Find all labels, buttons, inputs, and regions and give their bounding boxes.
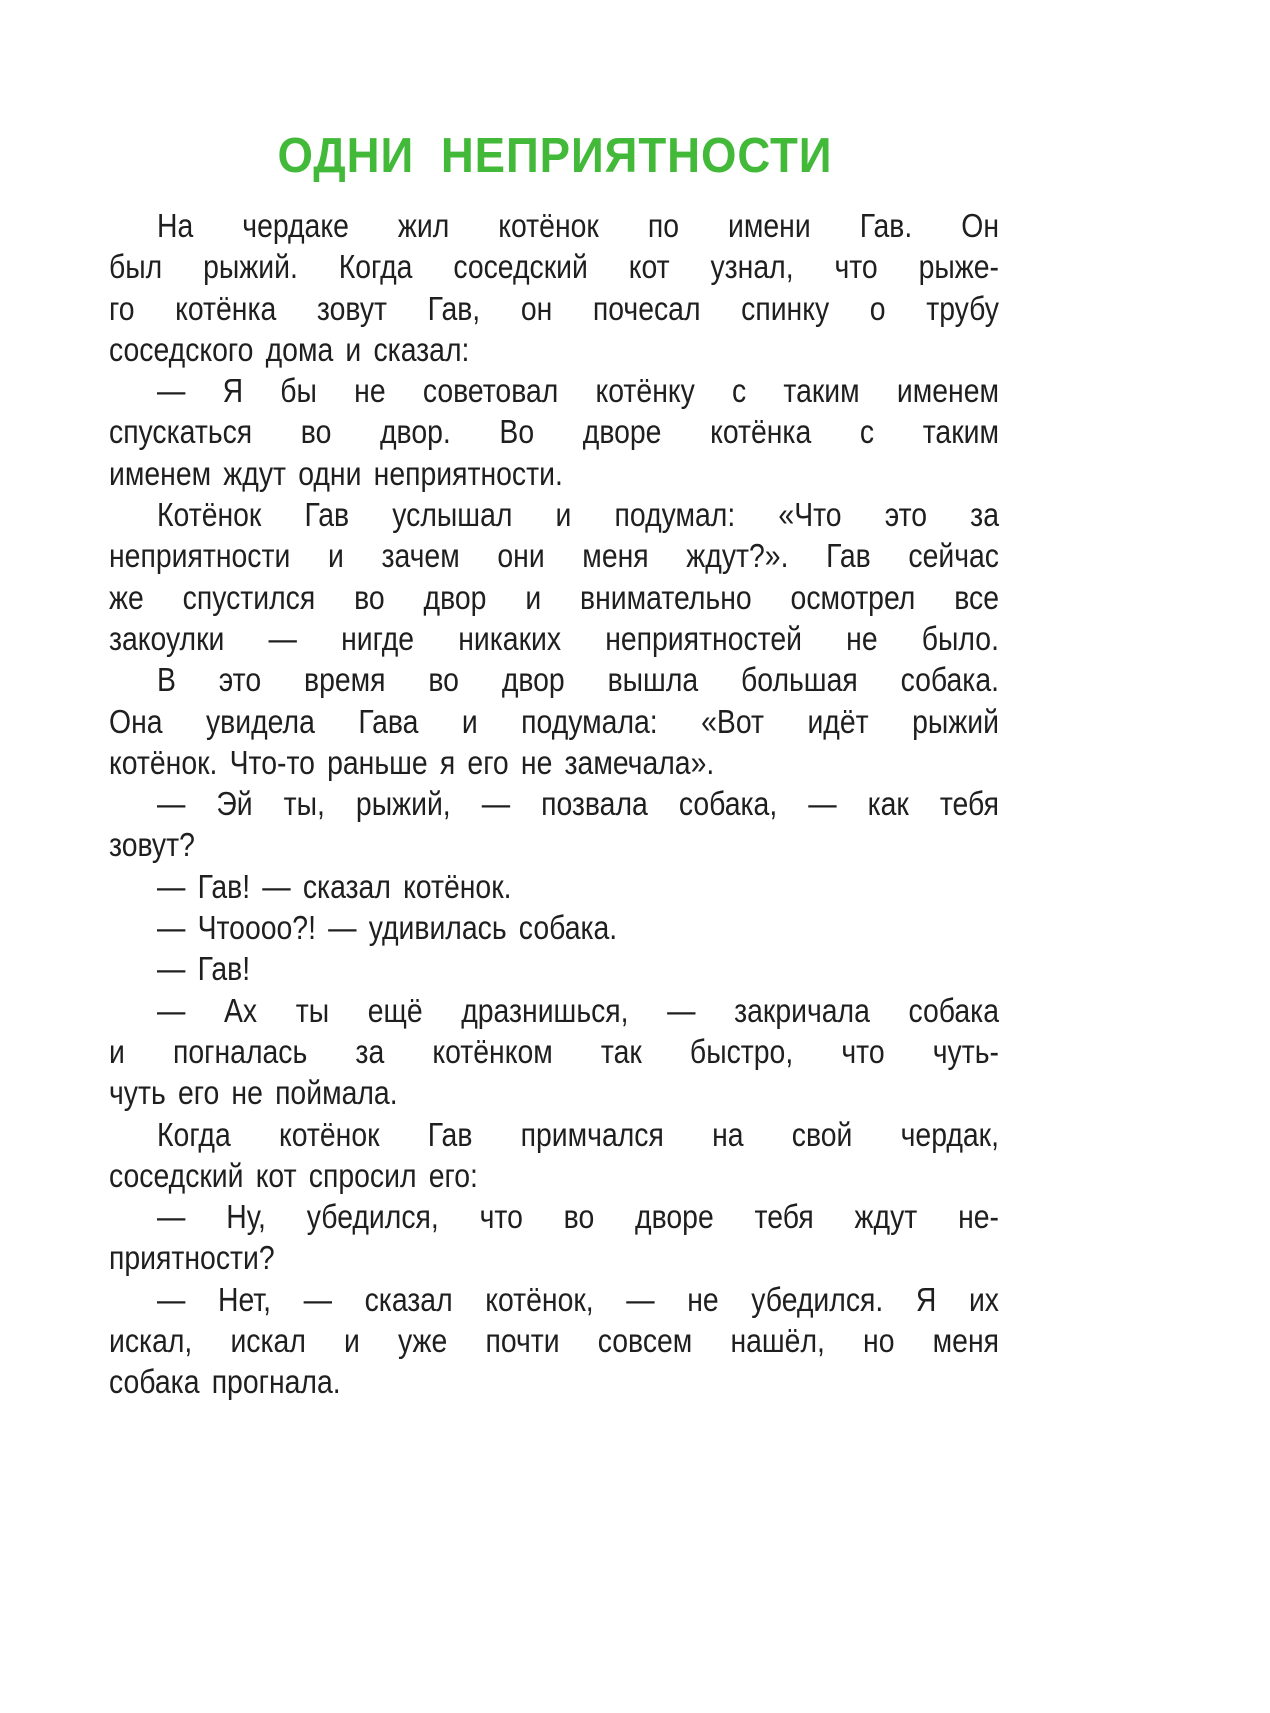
text-line: именем ждут одни неприятности. — [109, 454, 563, 492]
text-line: и погналась за котёнком так быстро, что чуть- — [109, 1032, 999, 1070]
text-line: Когда котёнок Гав примчался на свой чердак, — [156, 1115, 999, 1153]
text-line: — Эй ты, рыжий, — позвала собака, — как тебя — [156, 785, 999, 823]
text-line: На чердаке жил котёнок по имени Гав. Он — [156, 207, 999, 244]
text-line: котёнок. Что-то раньше я его не замечала». — [109, 743, 715, 781]
text-line: закоулки — нигде никаких неприятностей не было. — [109, 619, 999, 657]
text-line: чуть его не поймала. — [109, 1074, 398, 1112]
text-line: искал, искал и уже почти совсем нашёл, но меня — [109, 1322, 999, 1360]
text-line: зовут? — [109, 826, 195, 864]
text-line: собака прогнала. — [109, 1363, 341, 1401]
text-line: — Гав! — сказал котёнок. — [156, 867, 512, 905]
text-line: — Я бы не советовал котёнку с таким именем — [156, 372, 999, 410]
text-line: — Ну, убедился, что во дворе тебя ждут не- — [156, 1198, 999, 1236]
text-line: был рыжий. Когда соседский кот узнал, что рыже- — [109, 248, 999, 286]
story-body — [109, 205, 999, 1403]
text-line: неприятности и зачем они меня ждут?». Гав сейчас — [109, 537, 999, 575]
text-line: же спустился во двор и внимательно осмотрел все — [109, 578, 999, 616]
text-line: — Нет, — сказал котёнок, — не убедился. Я их — [156, 1280, 999, 1318]
text-line: — Чтоооо?! — удивилась собака. — [156, 909, 618, 947]
text-line: спускаться во двор. Во дворе котёнка с таким — [109, 413, 999, 451]
text-line: В это время во двор вышла большая собака. — [156, 661, 999, 699]
text-line: соседского дома и сказал: — [109, 330, 470, 368]
text-line: — Ах ты ещё дразнишься, — закричала собака — [156, 991, 999, 1029]
text-line: приятности? — [109, 1239, 275, 1277]
text-line: го котёнка зовут Гав, он почесал спинку о трубу — [109, 289, 999, 327]
text-line: Котёнок Гав услышал и подумал: «Что это за — [156, 496, 999, 534]
text-line: Она увидела Гава и подумала: «Вот идёт рыжий — [109, 702, 999, 740]
text-line: соседский кот спросил его: — [109, 1156, 478, 1194]
text-line: — Гав! — [156, 950, 251, 988]
story-title: ОДНИ НЕПРИЯТНОСТИ — [277, 129, 833, 183]
